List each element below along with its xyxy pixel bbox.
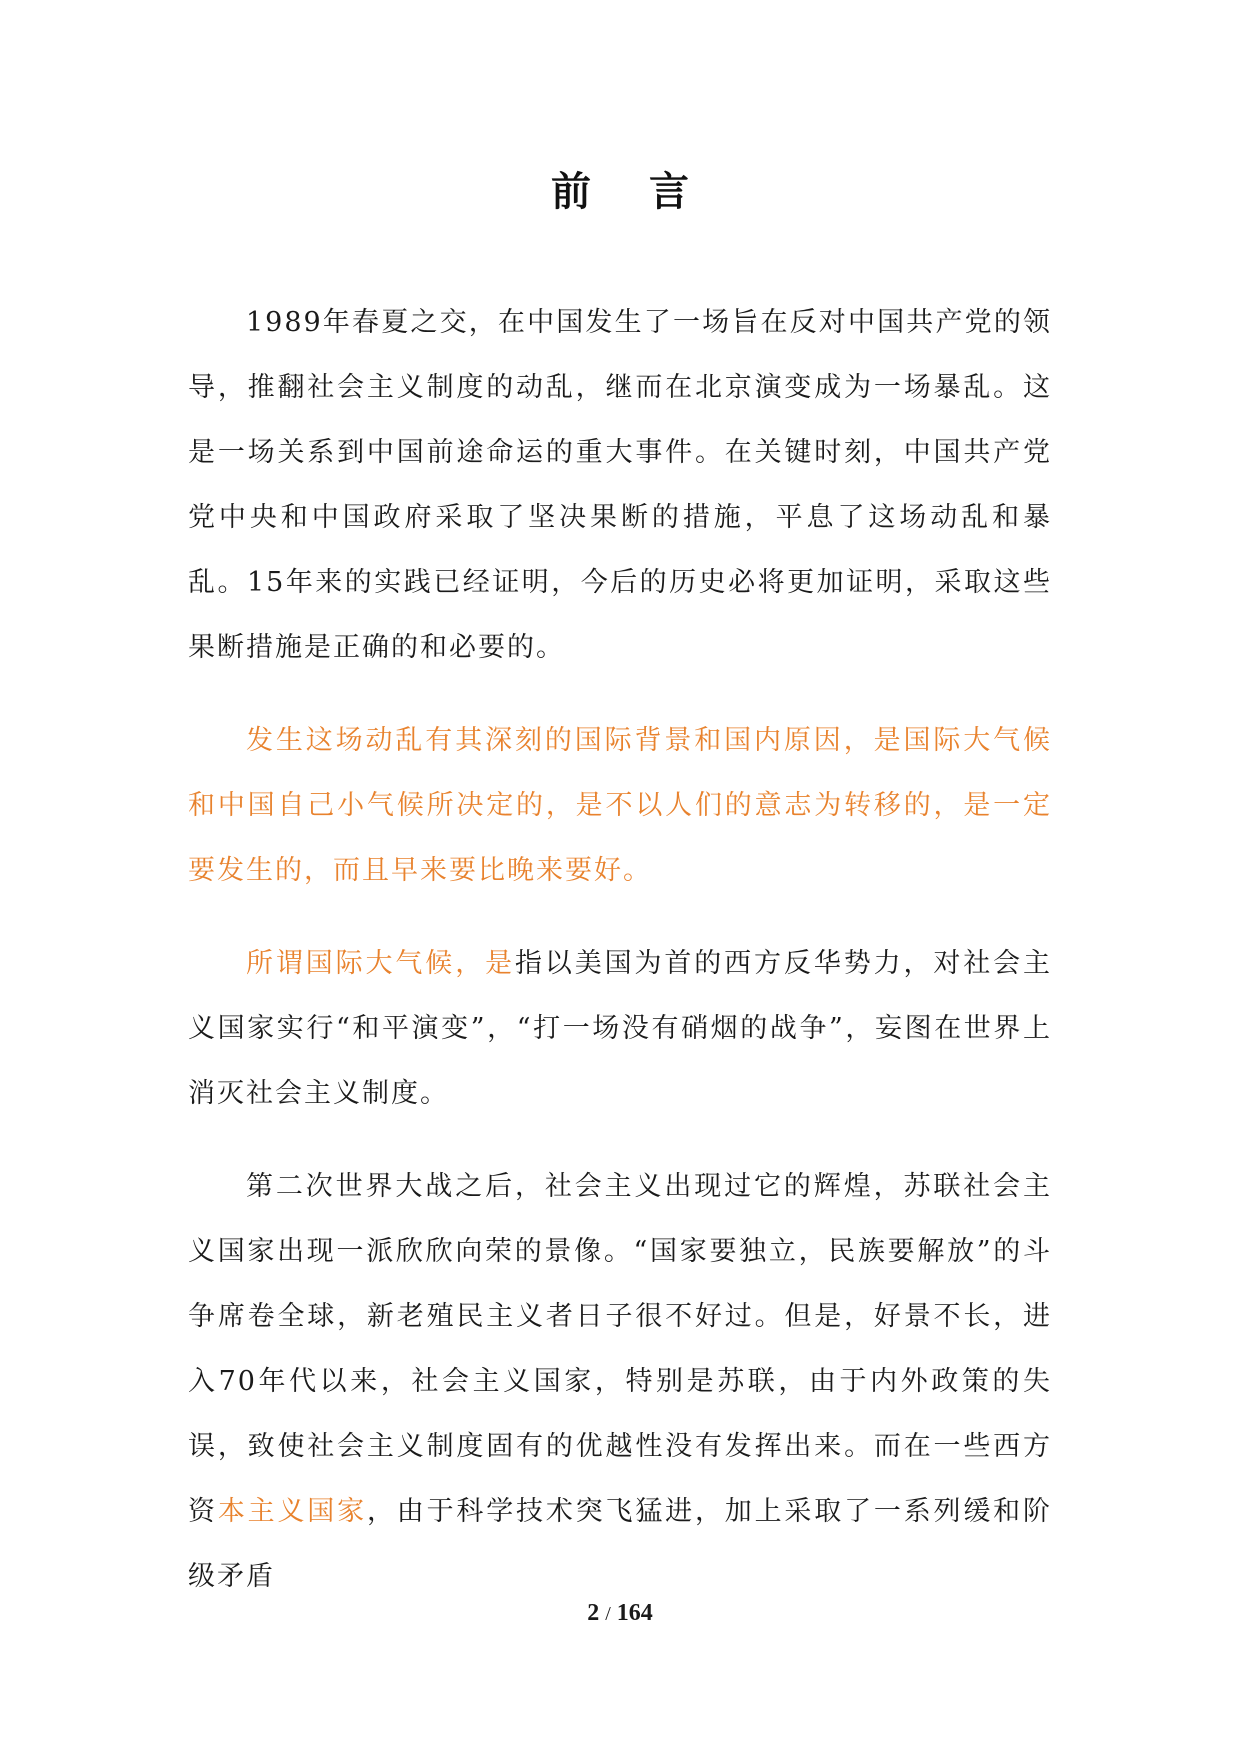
- highlighted-text: 所谓国际大气候，是: [246, 948, 515, 979]
- paragraph-4: [188, 1154, 1052, 1609]
- page-number: [0, 1600, 1240, 1627]
- highlighted-text: 发生这场动乱有其深刻的国际背景和国内原因，是国际大气候和中国自己小气候所决定的，是不以人们的意志为转移的，是一定要发生的，而且早来要比晚来要好。: [188, 725, 1052, 886]
- paragraph-1: [188, 290, 1052, 680]
- page-separator: /: [605, 1603, 611, 1625]
- body-text: [188, 290, 1052, 1637]
- page-title: 前言: [551, 168, 747, 215]
- paragraph-2: [188, 708, 1052, 903]
- text-segment: ，由于科学技术突飞猛进，加上采取了一系列缓和阶级矛盾: [188, 1496, 1053, 1592]
- current-page: 2: [587, 1600, 600, 1626]
- paragraph-3: [188, 931, 1052, 1126]
- total-pages: 164: [616, 1600, 653, 1626]
- text-segment: 第二次世界大战之后，社会主义出现过它的辉煌，苏联社会主义国家出现一派欣欣向荣的景像。“国家要独立，民族要解放”的斗争席卷全球，新老殖民主义者日子很不好过。但是，好景不长，进入70年代以来，社会主义国家，特别是苏联，由于内外政策的失误，致使社会主义制度固有的优越性没有发挥出来。而在一些西方资: [188, 1171, 1052, 1527]
- highlighted-text: 本主义国家: [217, 1496, 367, 1527]
- text-segment: 指以美国为首的西方反华势力，对社会主义国家实行“和平演变”，“打一场没有硝烟的战争”，妄图在世界上消灭社会主义制度。: [188, 948, 1053, 1109]
- text-segment: 1989年春夏之交，在中国发生了一场旨在反对中国共产党的领导，推翻社会主义制度的动乱，继而在北京演变成为一场暴乱。这是一场关系到中国前途命运的重大事件。在关键时刻，中国共产党党中央和中国政府采取了坚决果断的措施，平息了这场动乱和暴乱。15年来的实践已经证明，今后的历史必将更加证明，采取这些果断措施是正确的和必要的。: [188, 307, 1052, 663]
